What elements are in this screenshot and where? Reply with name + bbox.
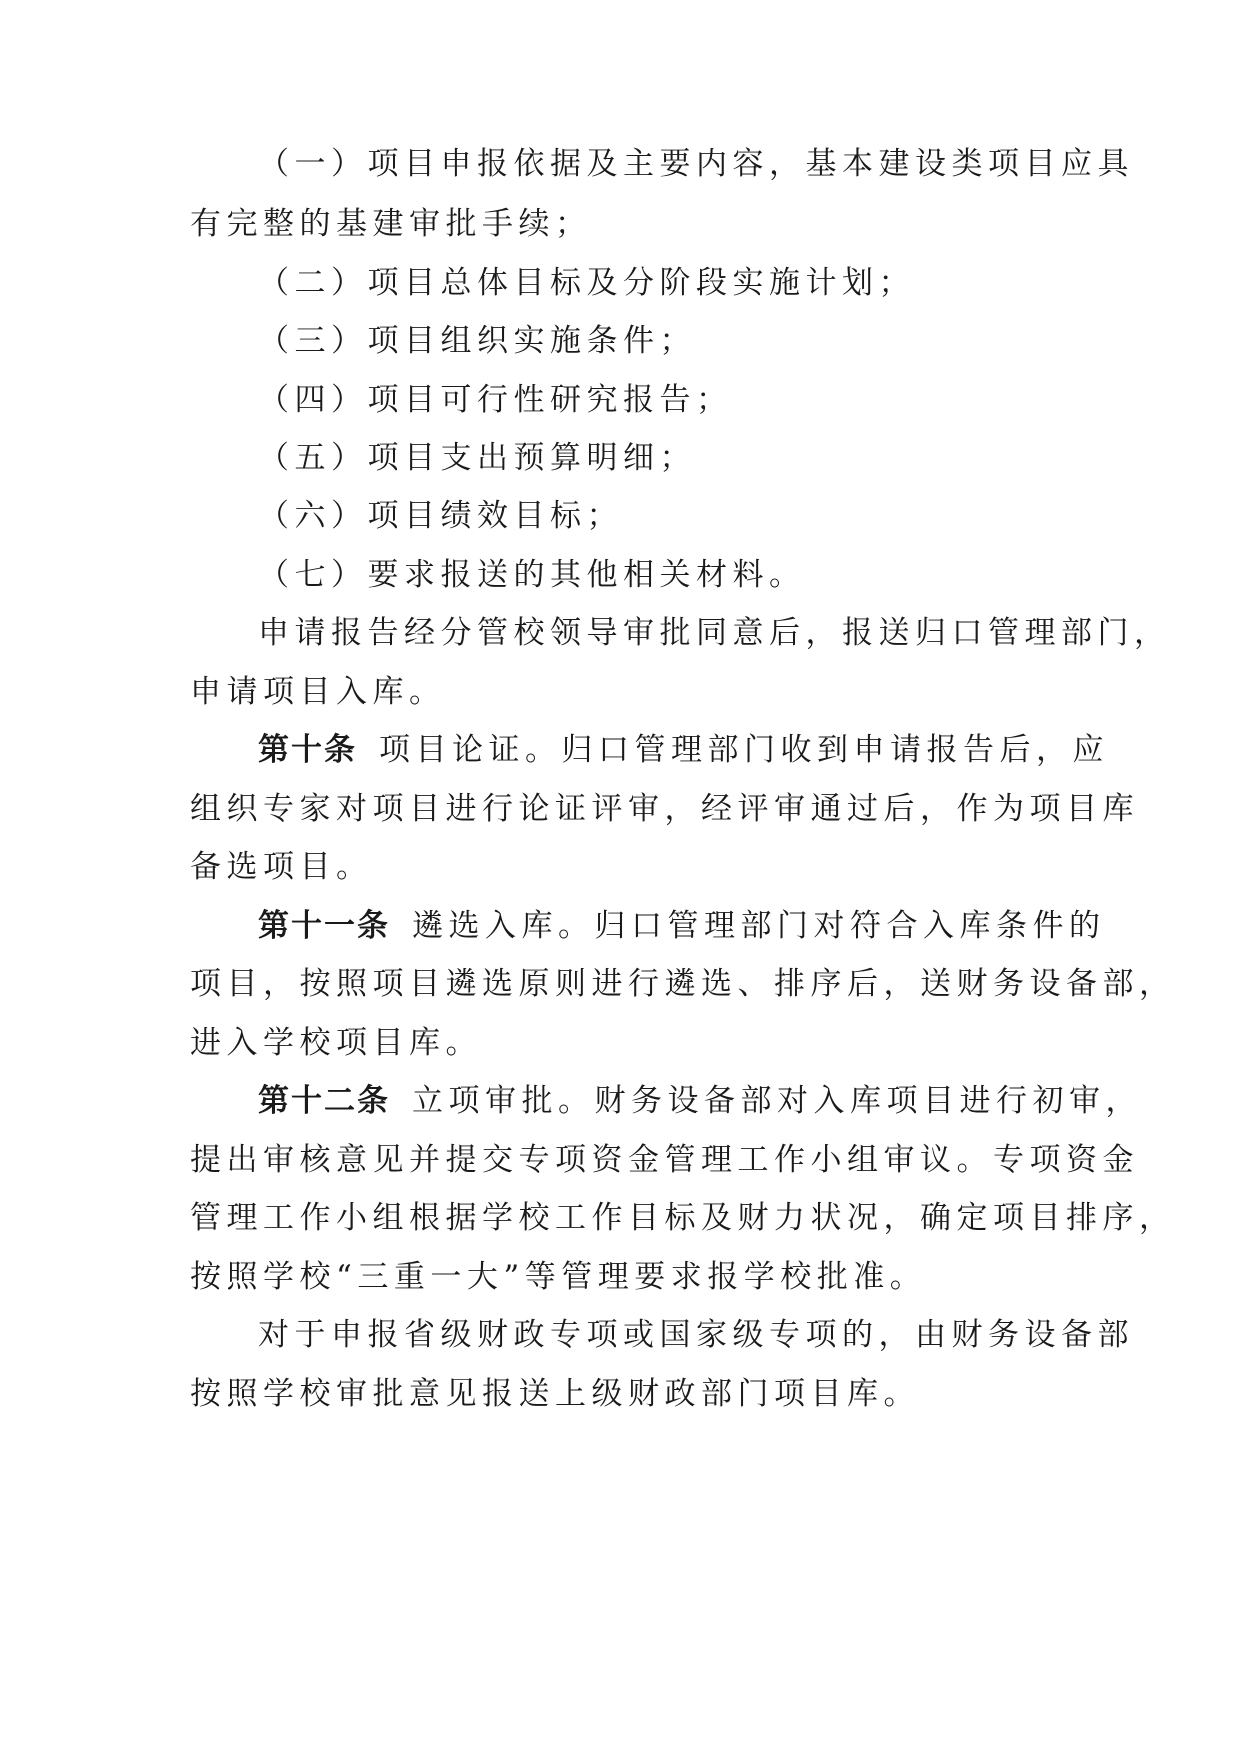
line-text: （二）项目总体目标及分阶段实施计划；: [258, 265, 915, 301]
article-10-continuation: [190, 847, 1070, 887]
list-item-4: [258, 380, 1138, 420]
list-item-6: [258, 496, 1138, 536]
article-heading: 第十一条: [258, 908, 390, 944]
article-heading: 第十条: [258, 732, 357, 768]
line-text: 立项审批。财务设备部对入库项目进行初审，: [412, 1083, 1142, 1119]
article-11-continuation: [190, 1023, 1070, 1063]
line-text: （六）项目绩效目标；: [258, 498, 623, 534]
list-item-7: [258, 555, 1138, 595]
list-item-5: [258, 438, 1138, 478]
line-text: 申请项目入库。: [190, 674, 446, 710]
line-text: 项目，按照项目遴选原则进行遴选、排序后，送财务设备部，: [190, 966, 1176, 1002]
line-text: （七）要求报送的其他相关材料。: [258, 557, 806, 593]
line-text: 提出审核意见并提交专项资金管理工作小组审议。专项资金: [190, 1142, 1139, 1178]
line-text: 对于申报省级财政专项或国家级专项的，由财务设备部: [258, 1317, 1134, 1353]
line-text: （一）项目申报依据及主要内容，基本建设类项目应具: [258, 146, 1134, 182]
line-text: 项目论证。归口管理部门收到申请报告后，应: [379, 732, 1109, 768]
article-12-continuation: [190, 1140, 1139, 1180]
article-10-continuation: [190, 789, 1139, 829]
line-text: 进入学校项目库。: [190, 1025, 482, 1061]
line-text: 组织专家对项目进行论证评审，经评审通过后，作为项目库: [190, 791, 1139, 827]
article-11: [258, 906, 1138, 946]
list-item-1: [258, 144, 1138, 184]
line-text: 按照学校“三重一大”等管理要求报学校批准。: [190, 1259, 927, 1295]
paragraph-provincial: [258, 1315, 1138, 1355]
line-text: 遴选入库。归口管理部门对符合入库条件的: [412, 908, 1106, 944]
article-12: [258, 1081, 1142, 1121]
line-text: 管理工作小组根据学校工作目标及财力状况，确定项目排序，: [190, 1200, 1176, 1236]
paragraph-provincial-continuation: [190, 1374, 1070, 1414]
line-text: 有完整的基建审批手续；: [190, 206, 592, 242]
line-text: （五）项目支出预算明细；: [258, 440, 696, 476]
list-item-2: [258, 263, 1138, 303]
article-10: [258, 730, 1138, 770]
line-text: 备选项目。: [190, 849, 373, 885]
paragraph-application: [258, 613, 1171, 653]
article-11-continuation: [190, 964, 1176, 1004]
line-text: 申请报告经分管校领导审批同意后，报送归口管理部门，: [258, 615, 1171, 651]
line-text: （四）项目可行性研究报告；: [258, 382, 733, 418]
article-heading: 第十二条: [258, 1083, 390, 1119]
article-12-continuation: [190, 1198, 1176, 1238]
list-item-3: [258, 321, 1138, 361]
list-item-1-continuation: [190, 204, 1070, 244]
article-12-continuation: [190, 1257, 1070, 1297]
paragraph-application-continuation: [190, 672, 1070, 712]
line-text: （三）项目组织实施条件；: [258, 323, 696, 359]
line-text: 按照学校审批意见报送上级财政部门项目库。: [190, 1376, 920, 1412]
